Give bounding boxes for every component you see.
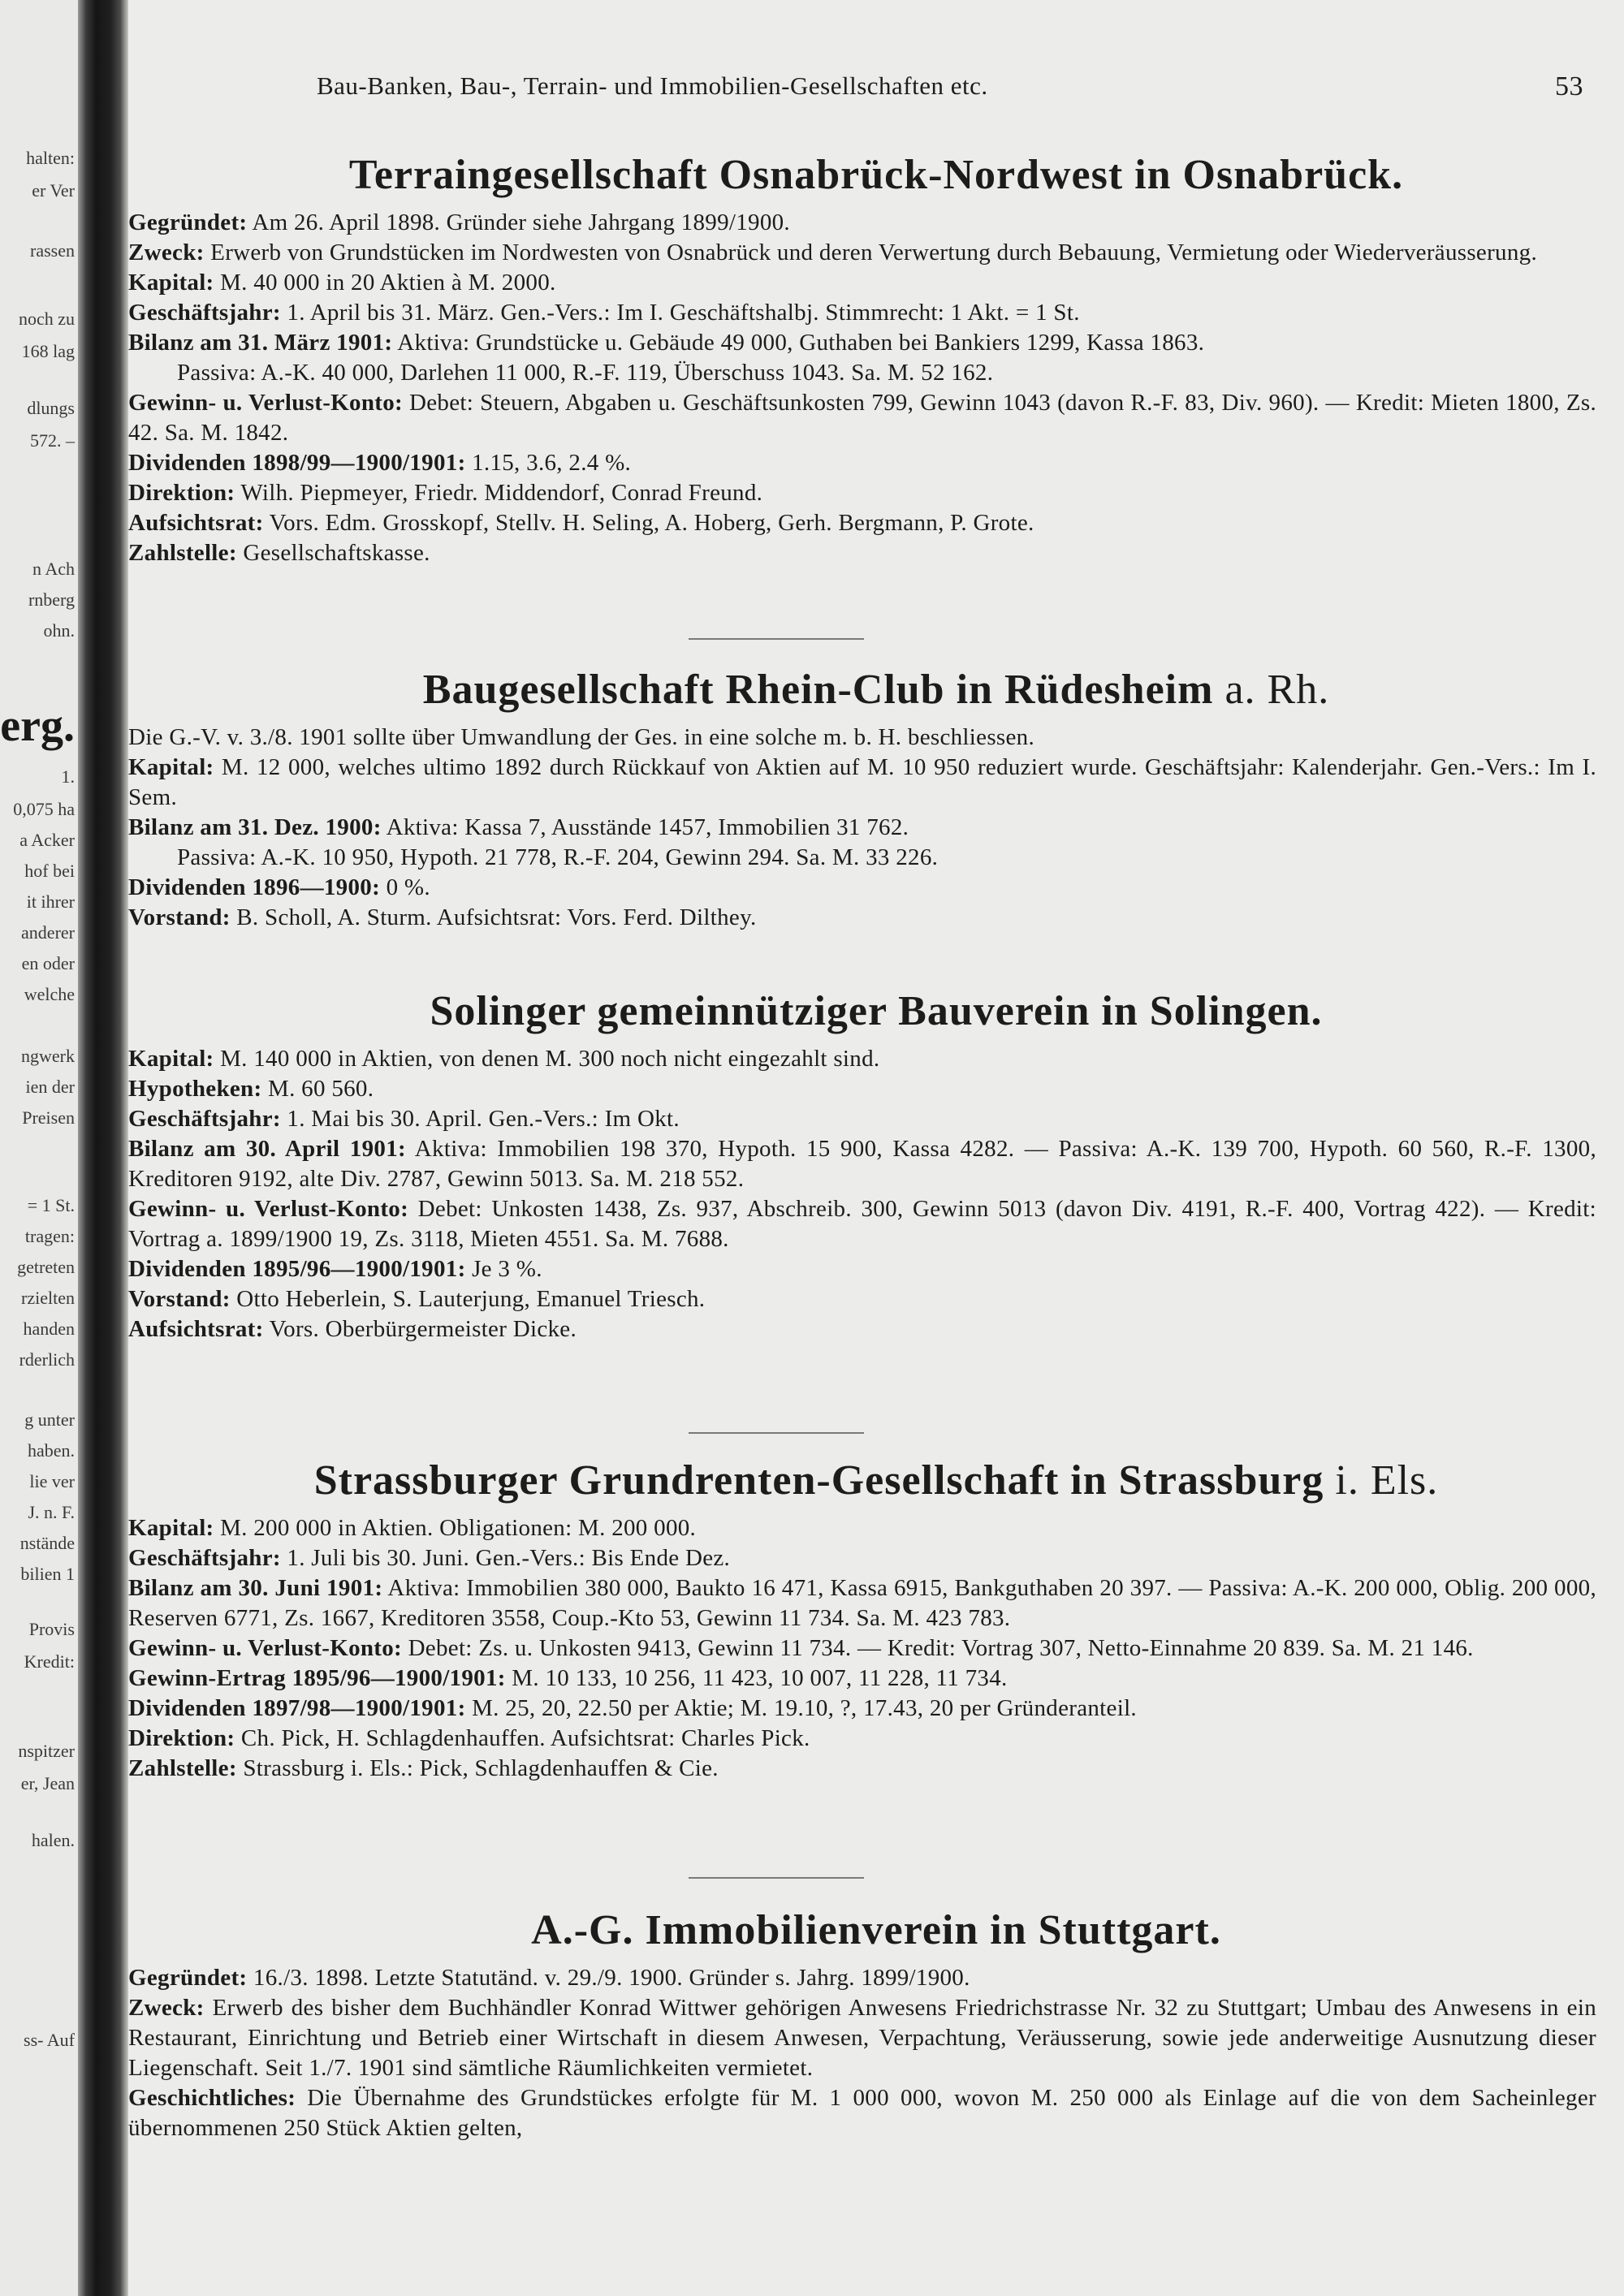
- fragment-line: getreten: [17, 1257, 75, 1277]
- fragment-line: J. n. F.: [28, 1502, 75, 1522]
- entry-line: Bilanz am 30. Juni 1901: Aktiva: Immobilien 380 000, Baukto 16 471, Kassa 6915, Bankguthaben 20 397. — Passiva: A.-K. 200 000, Oblig. 200 000, Reserven 6771, Zs. 1667, Kreditoren 3558, Coup.-Kto 53, Gewinn 11 734. Sa. M. 423 783.: [128, 1575, 1596, 1631]
- entry-line: Geschichtliches: Die Übernahme des Grundstückes erfolgte für M. 1 000 000, wovon M. 250 000 als Einlage auf die von dem Sacheinleger übernommenen 250 Stück Aktien gelten,: [128, 2085, 1596, 2141]
- entry-line: Passiva: A.-K. 10 950, Hypoth. 21 778, R.-F. 204, Gewinn 294. Sa. M. 33 226.: [177, 844, 939, 870]
- entry-line: Zweck: Erwerb des bisher dem Buchhändler Konrad Wittwer gehörigen Anwesens Friedrichstrasse Nr. 32 zu Stuttgart; Umbau des Anwesens in ein Restaurant, Einrichtung und Betrieb einer Wirtschaft in diesem Anwesen, Verpachtung, Veräusserung, sowie jede anderweitige Ausnutzung dieser Liegenschaft. Seit 1./7. 1901 sind sämtliche Räumlichkeiten vermietet.: [128, 1995, 1596, 2081]
- fragment-line: 168 lag: [21, 341, 75, 361]
- company-title: Baugesellschaft Rhein-Club in Rüdesheim a. Rh.: [422, 667, 1330, 713]
- fragment-line: rderlich: [19, 1349, 75, 1370]
- fragment-line: 0,075 ha: [13, 799, 75, 819]
- entry-line: Vorstand: B. Scholl, A. Sturm. Aufsichtsrat: Vors. Ferd. Dilthey.: [128, 904, 757, 930]
- company-entry: [128, 986, 1624, 1344]
- fragment-line: 572. –: [30, 430, 75, 451]
- fragment-line: Provis: [28, 1619, 75, 1639]
- entry-line: Bilanz am 31. März 1901: Aktiva: Grundstücke u. Gebäude 49 000, Guthaben bei Bankiers 1299, Kassa 1863.: [128, 330, 1205, 356]
- page-number: 53: [1555, 71, 1583, 101]
- fragment-line: rnberg: [28, 589, 75, 610]
- entry-line: Gegründet: Am 26. April 1898. Gründer siehe Jahrgang 1899/1900.: [128, 209, 790, 235]
- company-title: A.-G. Immobilienverein in Stuttgart.: [531, 1907, 1221, 1953]
- entry-line: Dividenden 1896—1900: 0 %.: [128, 874, 430, 900]
- left-page-fragment: [0, 0, 78, 2296]
- company-title: Strassburger Grundrenten-Gesellschaft in Strassburg i. Els.: [313, 1457, 1439, 1504]
- fragment-line: hof bei: [24, 861, 75, 881]
- entry-line: Gegründet: 16./3. 1898. Letzte Statutänd. v. 29./9. 1900. Gründer s. Jahrg. 1899/1900.: [128, 1965, 970, 1991]
- fragment-line: Preisen: [22, 1107, 75, 1128]
- fragment-line: it ihrer: [26, 891, 75, 912]
- fragment-line: anderer: [21, 922, 75, 943]
- fragment-line: Kredit:: [24, 1651, 75, 1672]
- entry-line: Dividenden 1895/96—1900/1901: Je 3 %.: [128, 1256, 542, 1282]
- fragment-line: dlungs: [27, 398, 75, 418]
- fragment-line: nstände: [19, 1533, 75, 1553]
- fragment-line: rassen: [30, 240, 75, 261]
- book-gutter: [78, 0, 128, 2296]
- fragment-line: welche: [24, 984, 75, 1004]
- entry-line: Direktion: Wilh. Piepmeyer, Friedr. Middendorf, Conrad Freund.: [128, 480, 763, 506]
- entry-line: Aufsichtsrat: Vors. Oberbürgermeister Dicke.: [128, 1316, 577, 1342]
- fragment-line: rzielten: [21, 1288, 75, 1308]
- fragment-line: ohn.: [43, 620, 75, 641]
- company-title: Terraingesellschaft Osnabrück-Nordwest in Osnabrück.: [348, 152, 1404, 198]
- fragment-line: ien der: [25, 1077, 75, 1097]
- fragment-line: a Acker: [19, 830, 75, 850]
- entry-line: Gewinn- u. Verlust-Konto: Debet: Steuern, Abgaben u. Geschäftsunkosten 799, Gewinn 1043 (davon R.-F. 83, Div. 960). — Kredit: Mieten 1800, Zs. 42. Sa. M. 1842.: [128, 390, 1596, 446]
- entry-line: Direktion: Ch. Pick, H. Schlagdenhauffen. Aufsichtsrat: Charles Pick.: [128, 1725, 810, 1751]
- entry-line: Zahlstelle: Strassburg i. Els.: Pick, Schlagdenhauffen & Cie.: [128, 1755, 719, 1781]
- entry-line: Die G.-V. v. 3./8. 1901 sollte über Umwandlung der Ges. in eine solche m. b. H. beschliessen.: [128, 724, 1035, 750]
- company-entry: [128, 1905, 1624, 2143]
- running-header: [317, 71, 1583, 101]
- entry-line: Bilanz am 30. April 1901: Aktiva: Immobilien 198 370, Hypoth. 15 900, Kassa 4282. — Passiva: A.-K. 139 700, Hypoth. 60 560, R.-F. 1300, Kreditoren 9192, alte Div. 2787, Gewinn 5013. Sa. M. 218 552.: [128, 1136, 1597, 1192]
- fragment-line: 1.: [61, 766, 75, 787]
- company-title: Solinger gemeinnütziger Bauverein in Solingen.: [430, 988, 1323, 1034]
- fragment-line: lie ver: [29, 1471, 75, 1491]
- fragment-line: handen: [23, 1318, 75, 1339]
- fragment-line: = 1 St.: [27, 1195, 75, 1215]
- entry-line: Hypotheken: M. 60 560.: [128, 1076, 374, 1102]
- entry-line: Dividenden 1898/99—1900/1901: 1.15, 3.6, 2.4 %.: [128, 450, 632, 476]
- company-entry: [128, 664, 1624, 933]
- fragment-line: er, Jean: [20, 1773, 75, 1793]
- book-page: [128, 0, 1624, 2296]
- fragment-line: er Ver: [32, 180, 75, 201]
- entry-line: Kapital: M. 12 000, welches ultimo 1892 durch Rückkauf von Aktien auf M. 10 950 reduziert wurde. Geschäftsjahr: Kalenderjahr. Gen.-Vers.: Im I. Sem.: [128, 754, 1596, 810]
- entry-line: Aufsichtsrat: Vors. Edm. Grosskopf, Stellv. H. Seling, A. Hoberg, Gerh. Bergmann, P. Grote.: [128, 510, 1034, 536]
- section-divider: [689, 1432, 864, 1434]
- entry-line: Zweck: Erwerb von Grundstücken im Nordwesten von Osnabrück und deren Verwertung durch Bebauung, Vermietung oder Wiederveräusserung.: [128, 240, 1538, 265]
- entry-line: Gewinn- u. Verlust-Konto: Debet: Unkosten 1438, Zs. 937, Abschreib. 300, Gewinn 5013 (davon Div. 4191, R.-F. 400, Vortrag 422). — Kredit: Vortrag a. 1899/1900 19, Zs. 3118, Mieten 4551. Sa. M. 7688.: [128, 1196, 1596, 1252]
- entry-line: Passiva: A.-K. 40 000, Darlehen 11 000, R.-F. 119, Überschuss 1043. Sa. M. 52 162.: [177, 360, 994, 386]
- fragment-line: n Ach: [32, 559, 75, 579]
- company-entry: [128, 149, 1624, 568]
- fragment-line: haben.: [27, 1440, 75, 1461]
- fragment-line: bilien 1: [20, 1564, 75, 1584]
- fragment-line: halen.: [31, 1830, 75, 1850]
- entry-line: Geschäftsjahr: 1. Mai bis 30. April. Gen.-Vers.: Im Okt.: [128, 1106, 680, 1132]
- entry-line: Kapital: M. 40 000 in 20 Aktien à M. 2000.: [128, 270, 556, 296]
- entry-line: Gewinn-Ertrag 1895/96—1900/1901: M. 10 133, 10 256, 11 423, 10 007, 11 228, 11 734.: [128, 1665, 1008, 1691]
- fragment-line: halten:: [26, 148, 75, 168]
- entry-line: Zahlstelle: Gesellschaftskasse.: [128, 540, 430, 566]
- entry-line: Vorstand: Otto Heberlein, S. Lauterjung, Emanuel Triesch.: [128, 1286, 706, 1312]
- fragment-line: erg.: [0, 701, 75, 751]
- fragment-line: tragen:: [24, 1226, 75, 1246]
- fragment-line: nspitzer: [18, 1741, 75, 1761]
- section-divider: [689, 1877, 864, 1879]
- fragment-line: g unter: [24, 1409, 75, 1430]
- entry-line: Geschäftsjahr: 1. April bis 31. März. Gen.-Vers.: Im I. Geschäftshalbj. Stimmrecht: 1 Akt. = 1 St.: [128, 300, 1080, 326]
- fragment-line: ss- Auf: [24, 2030, 75, 2050]
- entry-line: Geschäftsjahr: 1. Juli bis 30. Juni. Gen.-Vers.: Bis Ende Dez.: [128, 1545, 731, 1571]
- fragment-line: en oder: [21, 953, 75, 973]
- entry-line: Kapital: M. 140 000 in Aktien, von denen M. 300 noch nicht eingezahlt sind.: [128, 1046, 880, 1072]
- entry-line: Gewinn- u. Verlust-Konto: Debet: Zs. u. Unkosten 9413, Gewinn 11 734. — Kredit: Vortrag 307, Netto-Einnahme 20 839. Sa. M. 21 146.: [128, 1635, 1474, 1661]
- running-title: Bau-Banken, Bau-, Terrain- und Immobilien-Gesellschaften etc.: [317, 71, 988, 100]
- fragment-line: ngwerk: [21, 1046, 75, 1066]
- entry-line: Dividenden 1897/98—1900/1901: M. 25, 20, 22.50 per Aktie; M. 19.10, ?, 17.43, 20 per Gründeranteil.: [128, 1695, 1137, 1721]
- fragment-line: noch zu: [18, 309, 75, 329]
- company-entry: [128, 1455, 1624, 1784]
- entry-line: Kapital: M. 200 000 in Aktien. Obligationen: M. 200 000.: [128, 1515, 697, 1541]
- entry-line: Bilanz am 31. Dez. 1900: Aktiva: Kassa 7, Ausstände 1457, Immobilien 31 762.: [128, 814, 909, 840]
- section-divider: [689, 638, 864, 640]
